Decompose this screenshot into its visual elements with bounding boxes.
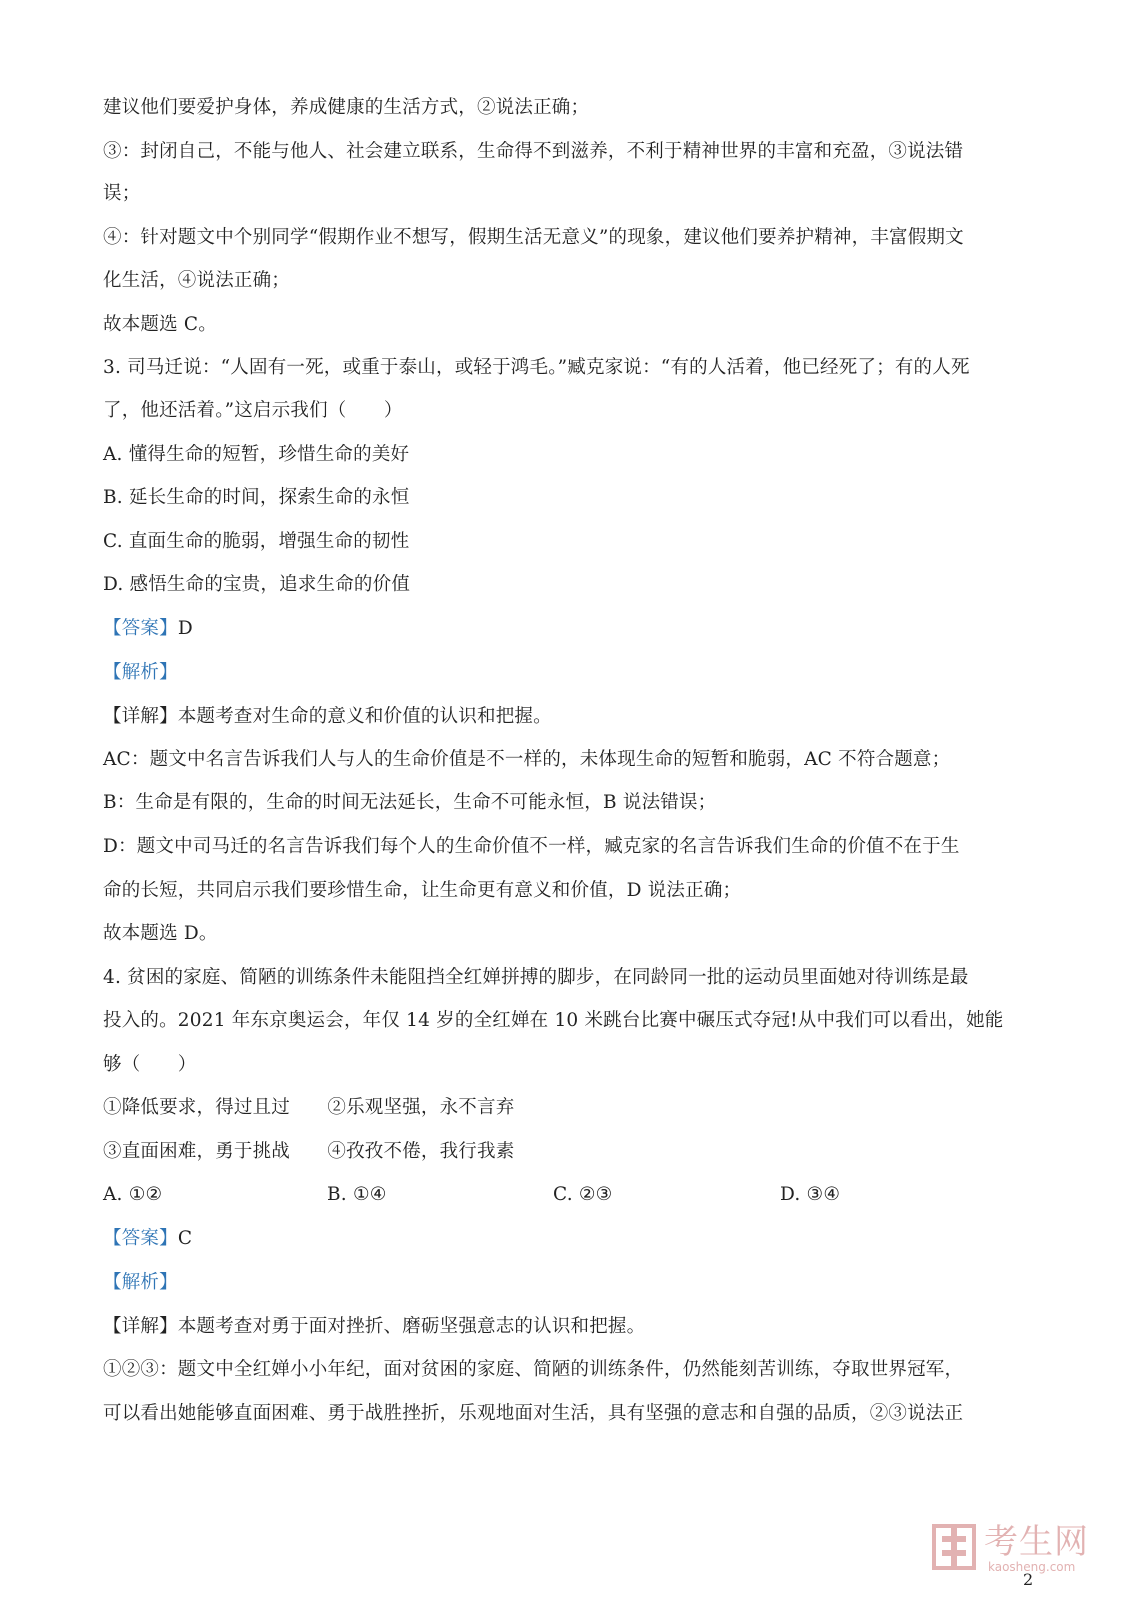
question-3-option-d: D. 感悟生命的宝贵，追求生命的价值 bbox=[103, 574, 411, 595]
question-3-detail bbox=[103, 705, 552, 729]
question-4-option-c: C. ②③ bbox=[553, 1184, 613, 1205]
detail-tag: 【详解】 bbox=[103, 1316, 178, 1337]
text-line: ①②③：题文中全红婵小小年纪，面对贫困的家庭、简陋的训练条件，仍然能刻苦训练，夺取世界冠军， bbox=[103, 1359, 964, 1380]
question-4-option-b: B. ①④ bbox=[327, 1184, 387, 1205]
question-3-option-a: A. 懂得生命的短暂，珍惜生命的美好 bbox=[103, 444, 410, 465]
page-number: 2 bbox=[1023, 1570, 1034, 1589]
text-line: 误； bbox=[103, 183, 141, 204]
answer-value: C bbox=[177, 1228, 193, 1249]
text-line: 命的长短，共同启示我们要珍惜生命，让生命更有意义和价值，D 说法正确； bbox=[103, 880, 742, 901]
watermark-text: 考生网 bbox=[984, 1522, 1089, 1562]
text-line: 化生活，④说法正确； bbox=[103, 270, 291, 291]
question-3-option-c: C. 直面生命的脆弱，增强生命的韧性 bbox=[103, 531, 410, 552]
text-line: D：题文中司马迁的名言告诉我们每个人的生命价值不一样，臧克家的名言告诉我们生命的价值不在于生 bbox=[103, 836, 960, 857]
text-line: AC：题文中名言告诉我们人与人的生命价值是不一样的，未体现生命的短暂和脆弱，AC 不符合题意； bbox=[103, 749, 951, 770]
question-3-stem: 3. 司马迁说：“人固有一死，或重于泰山，或轻于鸿毛。”臧克家说：“有的人活着，他已经死了；有的人死 bbox=[103, 357, 970, 378]
question-3-answer bbox=[103, 617, 193, 641]
text-line: 可以看出她能够直面困难、勇于战胜挫折，乐观地面对生活，具有坚强的意志和自强的品质，②③说法正 bbox=[103, 1403, 964, 1424]
text-line: 故本题选 C。 bbox=[103, 314, 217, 335]
question-4-option-d: D. ③④ bbox=[780, 1184, 841, 1205]
question-4-stem: 投入的。2021 年东京奥运会，年仅 14 岁的全红婵在 10 米跳台比赛中碾压式夺冠!从中我们可以看出，她能 bbox=[103, 1010, 1004, 1031]
text-line: B：生命是有限的，生命的时间无法延长，生命不可能永恒，B 说法错误； bbox=[103, 792, 717, 813]
answer-tag: 【答案】 bbox=[103, 1228, 178, 1249]
question-4-answer bbox=[103, 1227, 192, 1251]
answer-value: D bbox=[177, 618, 193, 639]
question-4-analysis-heading bbox=[103, 1271, 178, 1295]
text-line: ③：封闭自己，不能与他人、社会建立联系，生命得不到滋养，不利于精神世界的丰富和充盈，③说法错 bbox=[103, 141, 964, 162]
question-3-stem: 了，他还活着。”这启示我们（ ） bbox=[103, 400, 403, 421]
question-3-analysis-heading bbox=[103, 661, 178, 685]
detail-tag: 【详解】 bbox=[103, 706, 178, 727]
text-line: 建议他们要爱护身体，养成健康的生活方式，②说法正确； bbox=[103, 97, 590, 118]
answer-tag: 【答案】 bbox=[103, 618, 178, 639]
question-3-option-b: B. 延长生命的时间，探索生命的永恒 bbox=[103, 487, 410, 508]
question-4-options bbox=[103, 1183, 1023, 1207]
question-4-stem: 够（ ） bbox=[103, 1054, 197, 1075]
question-4-stem: 4. 贫困的家庭、简陋的训练条件未能阻挡全红婵拼搏的脚步，在同龄同一批的运动员里面她对待训练是最 bbox=[103, 967, 969, 988]
text-line: 故本题选 D。 bbox=[103, 923, 218, 944]
watermark-logo-icon bbox=[932, 1522, 976, 1572]
question-4-option-a: A. ①② bbox=[103, 1184, 163, 1205]
text-line: ④：针对题文中个别同学“假期作业不想写，假期生活无意义”的现象，建议他们要养护精神，丰富假期文 bbox=[103, 227, 964, 248]
detail-text: 本题考查对生命的意义和价值的认识和把握。 bbox=[177, 706, 552, 727]
detail-text: 本题考查对勇于面对挫折、磨砺坚强意志的认识和把握。 bbox=[177, 1316, 646, 1337]
question-4-detail bbox=[103, 1315, 645, 1339]
question-4-statements: ③直面困难，勇于挑战 ④孜孜不倦，我行我素 bbox=[103, 1141, 515, 1162]
analysis-tag: 【解析】 bbox=[103, 662, 178, 683]
question-4-statements: ①降低要求，得过且过 ②乐观坚强，永不言弃 bbox=[103, 1097, 515, 1118]
analysis-tag: 【解析】 bbox=[103, 1272, 178, 1293]
watermark-url: kaosheng.com bbox=[988, 1560, 1076, 1574]
